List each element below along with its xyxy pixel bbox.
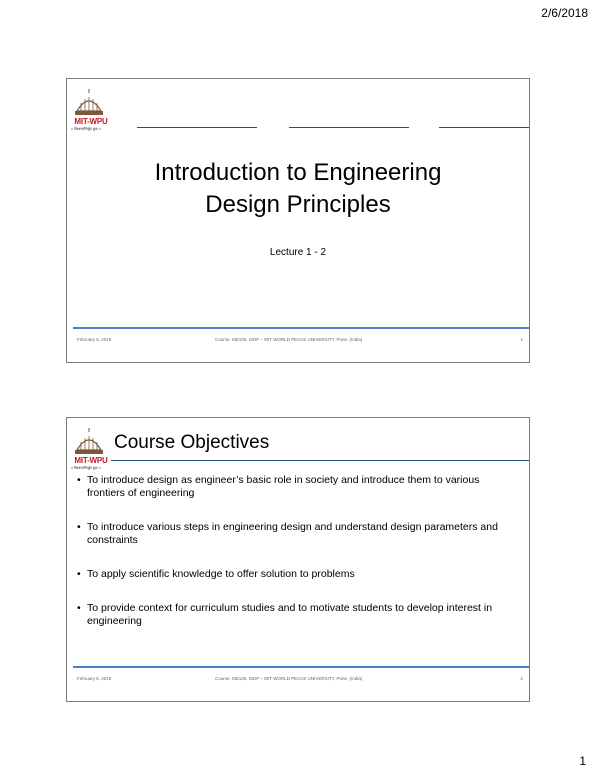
list-item: • To provide context for curriculum studies and to motivate students to develop interest in engineering [77, 602, 519, 628]
dome-icon [69, 428, 109, 458]
footer-date: February 6, 2018 [77, 676, 112, 681]
title-line-2: Design Principles [205, 191, 391, 218]
dome-icon [69, 89, 109, 119]
logo-tagline: ॥ विश्वशान्तिर्ध्रुवं ध्रुवा ॥ [71, 127, 101, 131]
slide-subtitle: Lecture 1 - 2 [269, 247, 327, 258]
footer-page-number: 2 [520, 676, 523, 681]
footer-date: February 6, 2018 [77, 337, 112, 342]
mit-wpu-logo [69, 89, 109, 129]
title-rule [439, 127, 529, 128]
footer-page-number: 1 [520, 337, 523, 342]
logo-tagline: ॥ विश्वशान्तिर्ध्रुवं ध्रुवा ॥ [71, 466, 101, 470]
footer-rule [73, 327, 529, 329]
title-rule [137, 127, 257, 128]
slide-2 [66, 417, 530, 702]
title-rule [289, 127, 409, 128]
footer-course: Course: ME105, ISDP – MIT WORLD PEACE UNIVERSITY, Pune. (India) [215, 676, 363, 681]
objectives-list [77, 474, 519, 649]
list-item: • To introduce design as engineer’s basic role in society and introduce them to various frontiers of engineering [77, 474, 519, 500]
footer-course: Course: ME105, ISDP – MIT WORLD PEACE UNIVERSITY, Pune. (India) [215, 337, 363, 342]
title-line-1: Introduction to Engineering [154, 159, 442, 186]
page-date: 2/6/2018 [541, 6, 588, 20]
slide-title [107, 157, 489, 221]
slide-1 [66, 78, 530, 363]
mit-wpu-logo [69, 428, 109, 468]
slide-title: Course Objectives [114, 432, 270, 453]
page-number: 1 [579, 754, 586, 768]
logo-text: MIT-WPU [74, 456, 108, 465]
title-rule [111, 460, 529, 461]
footer-rule [73, 666, 529, 668]
list-item: • To introduce various steps in engineering design and understand design parameters and constraints [77, 521, 519, 547]
logo-text: MIT-WPU [74, 117, 108, 126]
list-item: • To apply scientific knowledge to offer solution to problems [77, 568, 519, 581]
